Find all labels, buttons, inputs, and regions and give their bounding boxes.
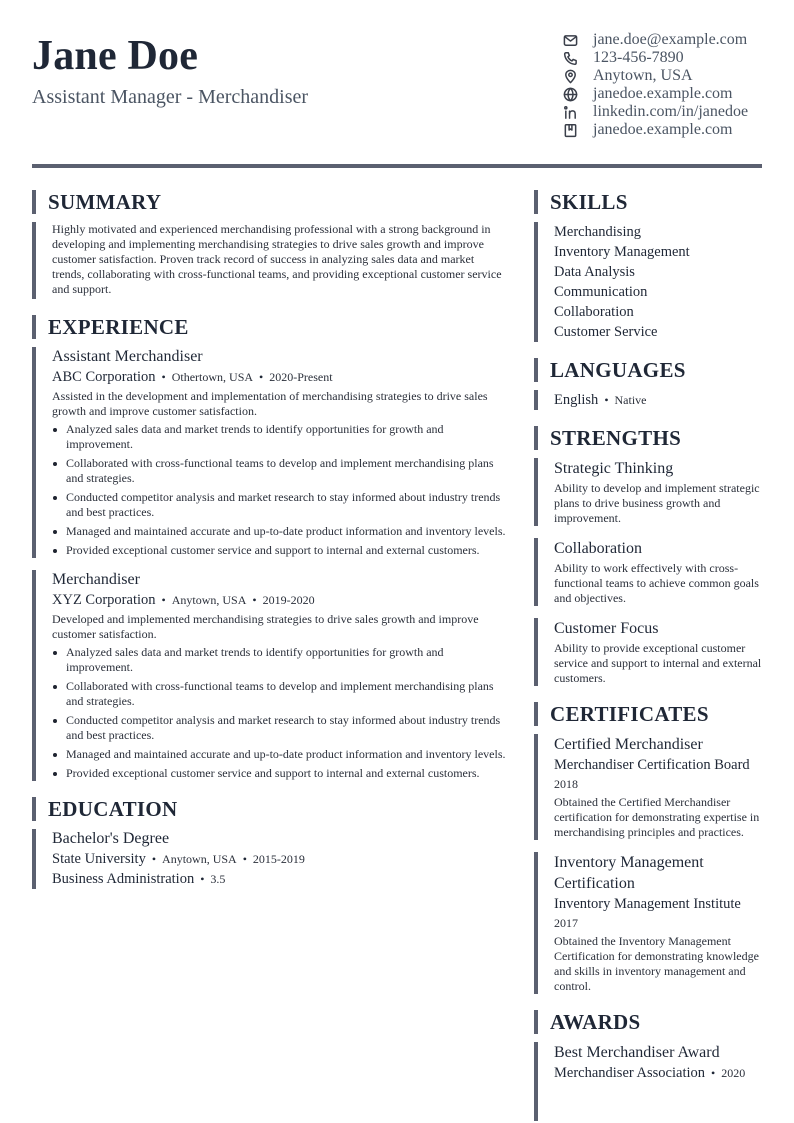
languages-section [534, 358, 762, 410]
contact-location [562, 67, 762, 85]
list-item: Managed and maintained accurate and up-to-date product information and inventory levels. [52, 524, 508, 539]
skill-item: Customer Service [554, 324, 658, 340]
contact-email-text: jane.doe@example.com [593, 31, 748, 48]
strength-item [534, 618, 762, 686]
job-title: Assistant Manager - Merchandiser [32, 86, 309, 108]
awards-section [534, 1010, 762, 1121]
education-gpa: 3.5 [210, 872, 226, 886]
list-item: Collaborated with cross-functional teams to develop and implement merchandising plans and strategies. [52, 456, 508, 486]
experience-role: Assistant Merchandiser [52, 348, 203, 365]
summary-heading: SUMMARY [32, 190, 508, 214]
linkedin-icon [562, 104, 578, 120]
language-level: Native [614, 393, 647, 407]
certificate-description: Obtained the Certified Merchandiser certification for demonstrating expertise in merchandising principles and practices. [554, 795, 760, 839]
certificate-name: Certified Merchandiser [554, 736, 703, 753]
certificate-issuer: Inventory Management Institute [554, 896, 741, 912]
experience-company: ABC Corporation [52, 369, 156, 385]
candidate-name: Jane Doe [32, 33, 199, 79]
experience-description: Assisted in the development and implementation of merchandising strategies to drive sales growth and improve customer satisfaction. [52, 389, 488, 418]
contact-portfolio[interactable] [562, 121, 762, 139]
list-item: Managed and maintained accurate and up-to-date product information and inventory levels. [52, 747, 508, 762]
experience-meta: ABC Corporation • Othertown, USA • 2020-Present [52, 369, 333, 385]
certificates-section [534, 702, 762, 994]
education-section [32, 797, 508, 889]
experience-company: XYZ Corporation [52, 592, 156, 608]
skill-item: Data Analysis [554, 264, 635, 280]
certificate-issuer: Merchandiser Certification Board [554, 757, 750, 773]
certificate-item [534, 852, 762, 994]
list-item: Conducted competitor analysis and market research to stay informed about industry trends and best practices. [52, 490, 508, 520]
contact-website[interactable] [562, 85, 762, 103]
contact-phone[interactable] [562, 49, 762, 67]
experience-meta: XYZ Corporation • Anytown, USA • 2019-2020 [52, 592, 315, 608]
strengths-section [534, 426, 762, 686]
languages-heading: LANGUAGES [534, 358, 762, 382]
skill-item: Communication [554, 284, 648, 300]
summary-section [32, 190, 508, 299]
education-degree: Bachelor's Degree [52, 830, 170, 847]
experience-location: Othertown, USA [171, 370, 254, 384]
experience-section [32, 315, 508, 781]
contact-location-text: Anytown, USA [593, 67, 693, 84]
contact-website-text: janedoe.example.com [593, 85, 733, 102]
certificate-name: Inventory Management Certification [554, 854, 704, 892]
skills-block [534, 222, 762, 342]
experience-role: Merchandiser [52, 571, 140, 588]
experience-dates: 2020-Present [269, 370, 333, 384]
contact-list [562, 31, 762, 139]
strength-description: Ability to work effectively with cross-functional teams to achieve common goals and objectives. [554, 561, 759, 605]
award-item [534, 1042, 762, 1121]
strengths-heading: STRENGTHS [534, 426, 762, 450]
languages-block [534, 390, 762, 410]
list-item: Analyzed sales data and market trends to identify opportunities for growth and improvement. [52, 645, 508, 675]
education-location: Anytown, USA [162, 852, 237, 866]
language-name: English [554, 392, 599, 408]
certificates-heading: CERTIFICATES [534, 702, 762, 726]
skill-item: Inventory Management [554, 244, 690, 260]
location-pin-icon [562, 68, 578, 84]
skill-item: Collaboration [554, 304, 634, 320]
experience-location: Anytown, USA [171, 593, 247, 607]
experience-item [32, 347, 508, 558]
education-meta: State University • Anytown, USA • 2015-2019 [52, 851, 305, 867]
phone-icon [562, 50, 578, 66]
experience-dates: 2019-2020 [262, 593, 315, 607]
strength-description: Ability to provide exceptional customer service and support to internal and external customers. [554, 641, 762, 685]
award-name: Best Merchandiser Award [554, 1044, 720, 1061]
award-meta: Merchandiser Association • 2020 [554, 1065, 746, 1081]
list-item: Collaborated with cross-functional teams to develop and implement merchandising plans and strategies. [52, 679, 508, 709]
list-item: Provided exceptional customer service and support to internal and external customers. [52, 766, 508, 781]
strength-item [534, 458, 762, 526]
award-issuer: Merchandiser Association [554, 1065, 706, 1081]
education-item [32, 829, 508, 889]
right-column [534, 190, 762, 1123]
education-field: Business Administration [52, 871, 195, 887]
education-dates: 2015-2019 [252, 852, 305, 866]
skills-section [534, 190, 762, 342]
experience-description: Developed and implemented merchandising strategies to drive sales growth and improve customer satisfaction. [52, 612, 479, 641]
left-column [32, 190, 508, 905]
awards-heading: AWARDS [534, 1010, 762, 1034]
strength-description: Ability to develop and implement strategic plans to drive business growth and improvement. [554, 481, 760, 525]
header-divider [32, 164, 762, 168]
list-item: Conducted competitor analysis and market research to stay informed about industry trends and best practices. [52, 713, 508, 743]
certificate-item [534, 734, 762, 840]
experience-item [32, 570, 508, 781]
strength-name: Collaboration [554, 540, 642, 557]
contact-phone-text: 123-456-7890 [593, 49, 684, 66]
mail-icon [562, 32, 578, 48]
award-year: 2020 [721, 1066, 746, 1080]
list-item: Analyzed sales data and market trends to identify opportunities for growth and improvement. [52, 422, 508, 452]
contact-linkedin-text: linkedin.com/in/janedoe [593, 103, 749, 120]
contact-portfolio-text: janedoe.example.com [593, 121, 733, 138]
experience-bullets [52, 422, 508, 558]
list-item: Provided exceptional customer service and support to internal and external customers. [52, 543, 508, 558]
education-field-meta: Business Administration • 3.5 [52, 871, 226, 887]
summary-block [32, 222, 508, 299]
skills-heading: SKILLS [534, 190, 762, 214]
strength-name: Strategic Thinking [554, 460, 674, 477]
strength-item [534, 538, 762, 606]
experience-bullets [52, 645, 508, 781]
contact-linkedin[interactable] [562, 103, 762, 121]
contact-email[interactable] [562, 31, 762, 49]
bookmark-icon [562, 122, 578, 138]
certificate-description: Obtained the Inventory Management Certification for demonstrating knowledge and skills in inventory management and control. [554, 934, 759, 993]
summary-text: Highly motivated and experienced merchandising professional with a strong background in developing and implementing merchandising strategies to drive sales growth and improve customer satisfaction. Proven track record of success in analyzing sales data and market trends, collaborating with cross-functional teams, and providing exceptional customer service and support. [52, 222, 502, 296]
globe-icon [562, 86, 578, 102]
education-heading: EDUCATION [32, 797, 508, 821]
certificate-year: 2018 [554, 777, 578, 791]
language-item: English • Native [554, 392, 647, 408]
experience-heading: EXPERIENCE [32, 315, 508, 339]
skill-item: Merchandising [554, 224, 641, 240]
certificate-year: 2017 [554, 916, 578, 930]
strength-name: Customer Focus [554, 620, 659, 637]
education-school: State University [52, 851, 146, 867]
